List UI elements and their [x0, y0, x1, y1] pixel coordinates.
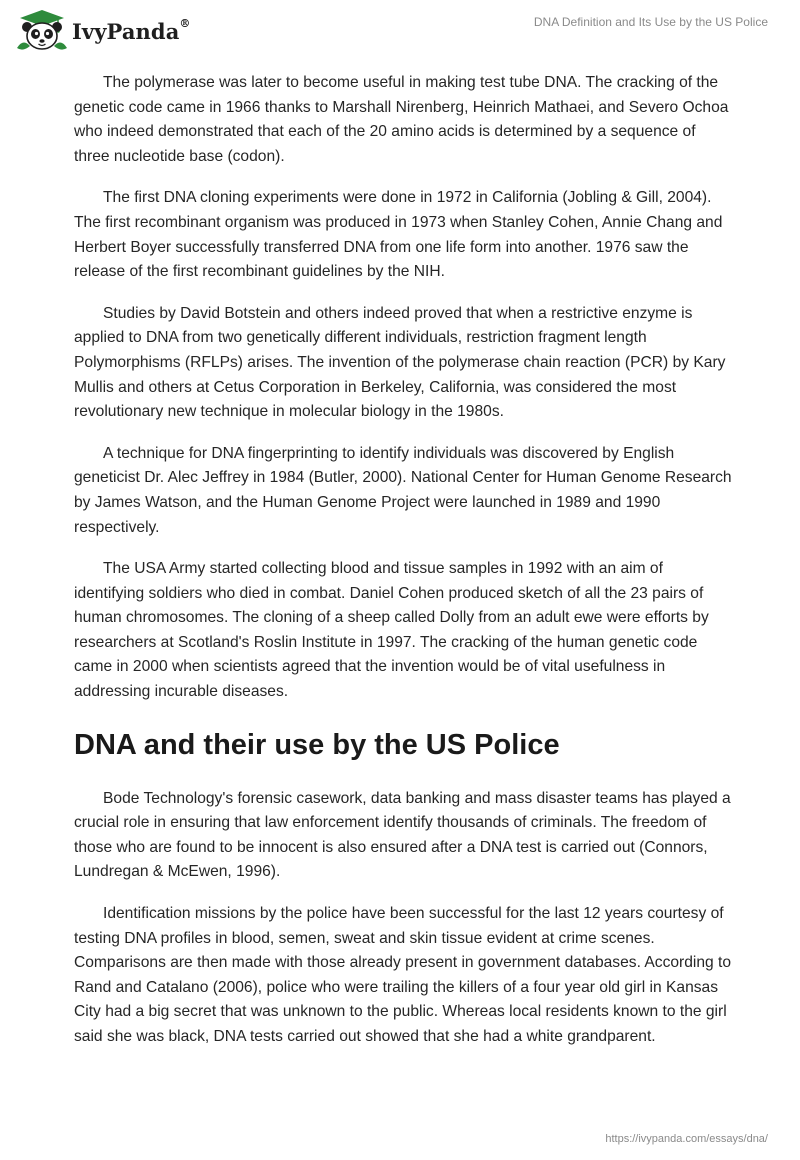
document-title: DNA Definition and Its Use by the US Police — [533, 15, 768, 29]
section-heading: DNA and their use by the US Police — [74, 728, 560, 761]
paragraph: A technique for DNA fingerprinting to identify individuals was discovered by English geneticist Dr. Alec Jeffrey in 1984 (Butler, 2000). National Center for Human Genome Research by James Watson, and the Human Genome Project were launched in 1989 and 1990 respectively. — [74, 444, 732, 536]
brand-logo[interactable] — [14, 8, 191, 52]
panda-graduate-logo-icon — [14, 8, 70, 52]
paragraph: The USA Army started collecting blood and tissue samples in 1992 with an aim of identifying soldiers who died in combat. Daniel Cohen produced sketch of all the 23 pairs of human chromosomes. The cloning of a sheep called Dolly from an adult ewe were efforts by researchers at Scotland's Roslin Institute in 1997. The cracking of the human genetic code came in 2000 when scientists agreed that the invention would be of vital usefulness in addressing incurable diseases. — [74, 560, 709, 701]
paragraph: The first DNA cloning experiments were done in 1972 in California (Jobling & Gill, 2004). The first recombinant organism was produced in 1973 when Stanley Cohen, Annie Chang and Herbert Boyer successfully transferred DNA from one life form into another. 1976 saw the release of the first recombinant guidelines by the NIH. — [74, 189, 723, 281]
brand-name: IvyPanda® — [72, 16, 191, 44]
paragraph: Studies by David Botstein and others indeed proved that when a restrictive enzyme is applied to DNA from two genetically different individuals, restriction fragment length Polymorphisms (RFLPs) arises. The invention of the polymerase chain reaction (PCR) by Kary Mullis and others at Cetus Corporation in Berkeley, California, was considered the most revolutionary new technique in molecular biology in the 1980s. — [74, 304, 726, 421]
essay-content — [74, 71, 734, 1067]
source-url-link[interactable]: https://ivypanda.com/essays/dna/ — [605, 1133, 768, 1145]
paragraph: Bode Technology's forensic casework, data banking and mass disaster teams has played a crucial role in ensuring that law enforcement identify thousands of criminals. The freedom of those who are found to be innocent is also ensured after a DNA test is carried out (Connors, Lundregan & McEwen, 1996). — [74, 789, 731, 881]
paragraph: Identification missions by the police have been successful for the last 12 years courtesy of testing DNA profiles in blood, semen, sweat and skin tissue evident at crime scenes. Comparisons are then made with those already present in government databases. According to Rand and Catalano (2006), police who were trailing the killers of a four year old girl in Kansas City had a big secret that was unknown to the public. Whereas local residents known to the girl said she was black, DNA tests carried out showed that she had a white grandparent. — [74, 905, 732, 1045]
registered-mark: ® — [179, 16, 191, 30]
page-header — [0, 0, 800, 60]
paragraph: The polymerase was later to become useful in making test tube DNA. The cracking of the genetic code came in 1966 thanks to Marshall Nirenberg, Heinrich Mathaei, and Severo Ochoa who indeed demonstrated that each of the 20 amino acids is determined by a sequence of three nucleotide base (codon). — [74, 74, 729, 165]
